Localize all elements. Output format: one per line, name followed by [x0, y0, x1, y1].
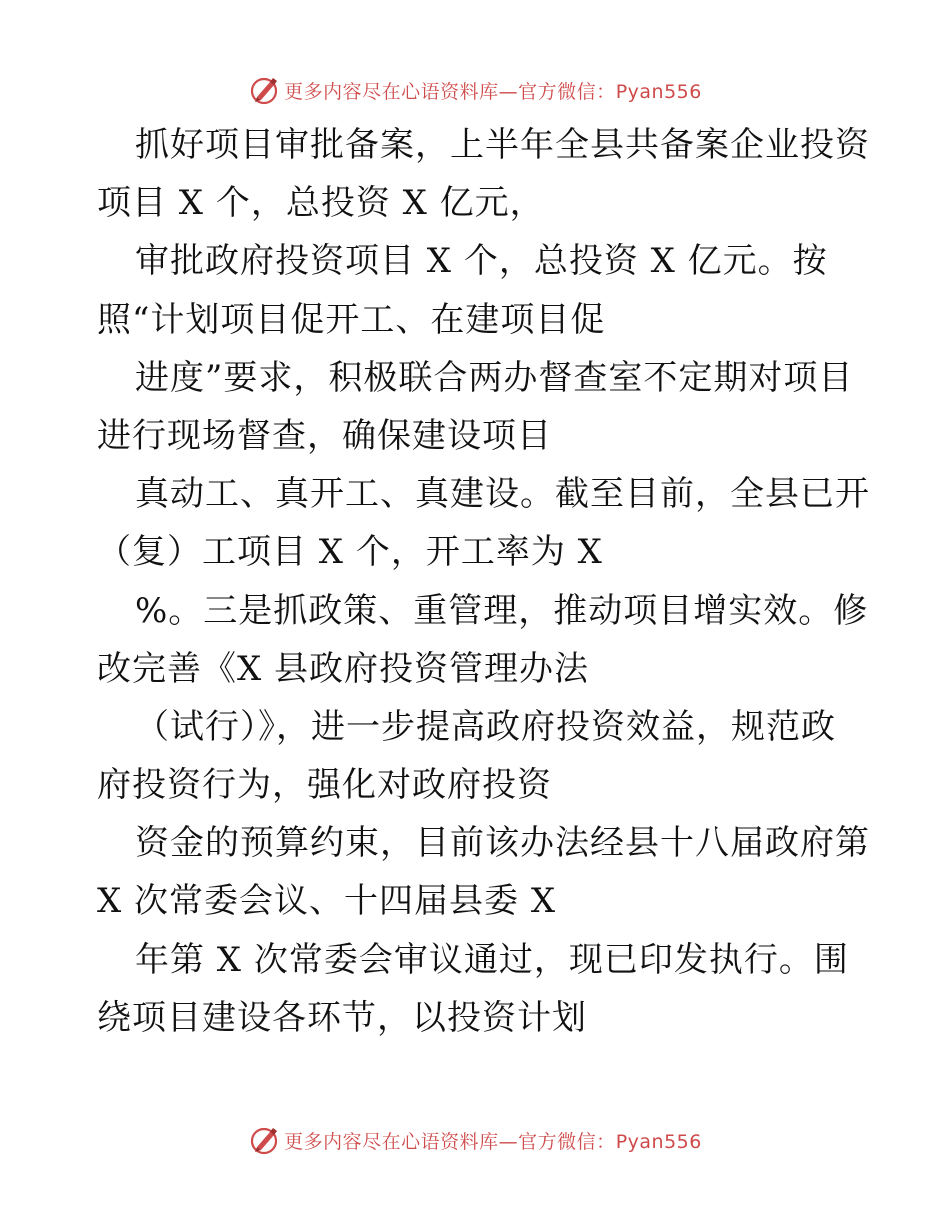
watermark-separator: — [498, 80, 519, 103]
document-body [97, 116, 870, 1047]
text-line: 改完善《X 县政府投资管理办法 [97, 648, 590, 689]
text-line: 真动工、真开工、真建设。截至目前，全县已开 [135, 474, 870, 515]
text-line: 照“计划项目促开工、在建项目促 [97, 299, 606, 340]
text-line: 进度”要求，积极联合两办督查室不定期对项目 [135, 357, 854, 398]
watermark-header [0, 70, 950, 110]
text-line: 绕项目建设各环节，以投资计划 [97, 997, 587, 1038]
writing-hand-logo-icon [248, 73, 282, 107]
watermark-official-label: 官方微信： [518, 80, 616, 103]
text-line: （复）工项目 X 个，开工率为 X [97, 532, 603, 573]
watermark-caption [284, 77, 702, 104]
watermark-footer [0, 1120, 950, 1160]
text-line: 进行现场督查，确保建设项目 [97, 415, 552, 456]
text-line: 审批政府投资项目 X 个，总投资 X 亿元。按 [135, 241, 828, 282]
watermark-separator: — [498, 1130, 519, 1153]
text-line: 项目 X 个，总投资 X 亿元， [97, 183, 545, 224]
text-line: %。三是抓政策、重管理，推动项目增实效。修 [135, 590, 869, 631]
watermark-wechat-id: Pyan556 [615, 1130, 702, 1153]
watermark-caption [284, 1127, 702, 1154]
text-line: 府投资行为，强化对政府投资 [97, 765, 552, 806]
watermark-wechat-id: Pyan556 [615, 80, 702, 103]
text-line: X 次常委会议、十四届县委 X [97, 881, 557, 922]
text-line: 资金的预算约束，目前该办法经县十八届政府第 [135, 823, 870, 864]
text-line: 年第 X 次常委会审议通过，现已印发执行。围 [135, 939, 849, 980]
writing-hand-logo-icon [248, 1123, 282, 1157]
text-line: 抓好项目审批备案，上半年全县共备案企业投资 [135, 125, 870, 165]
watermark-brand: 更多内容尽在心语资料库 [284, 80, 499, 103]
watermark-brand: 更多内容尽在心语资料库 [284, 1130, 499, 1153]
text-line: （试行）》，进一步提高政府投资效益，规范政 [135, 706, 836, 747]
watermark-official-label: 官方微信： [518, 1130, 616, 1153]
